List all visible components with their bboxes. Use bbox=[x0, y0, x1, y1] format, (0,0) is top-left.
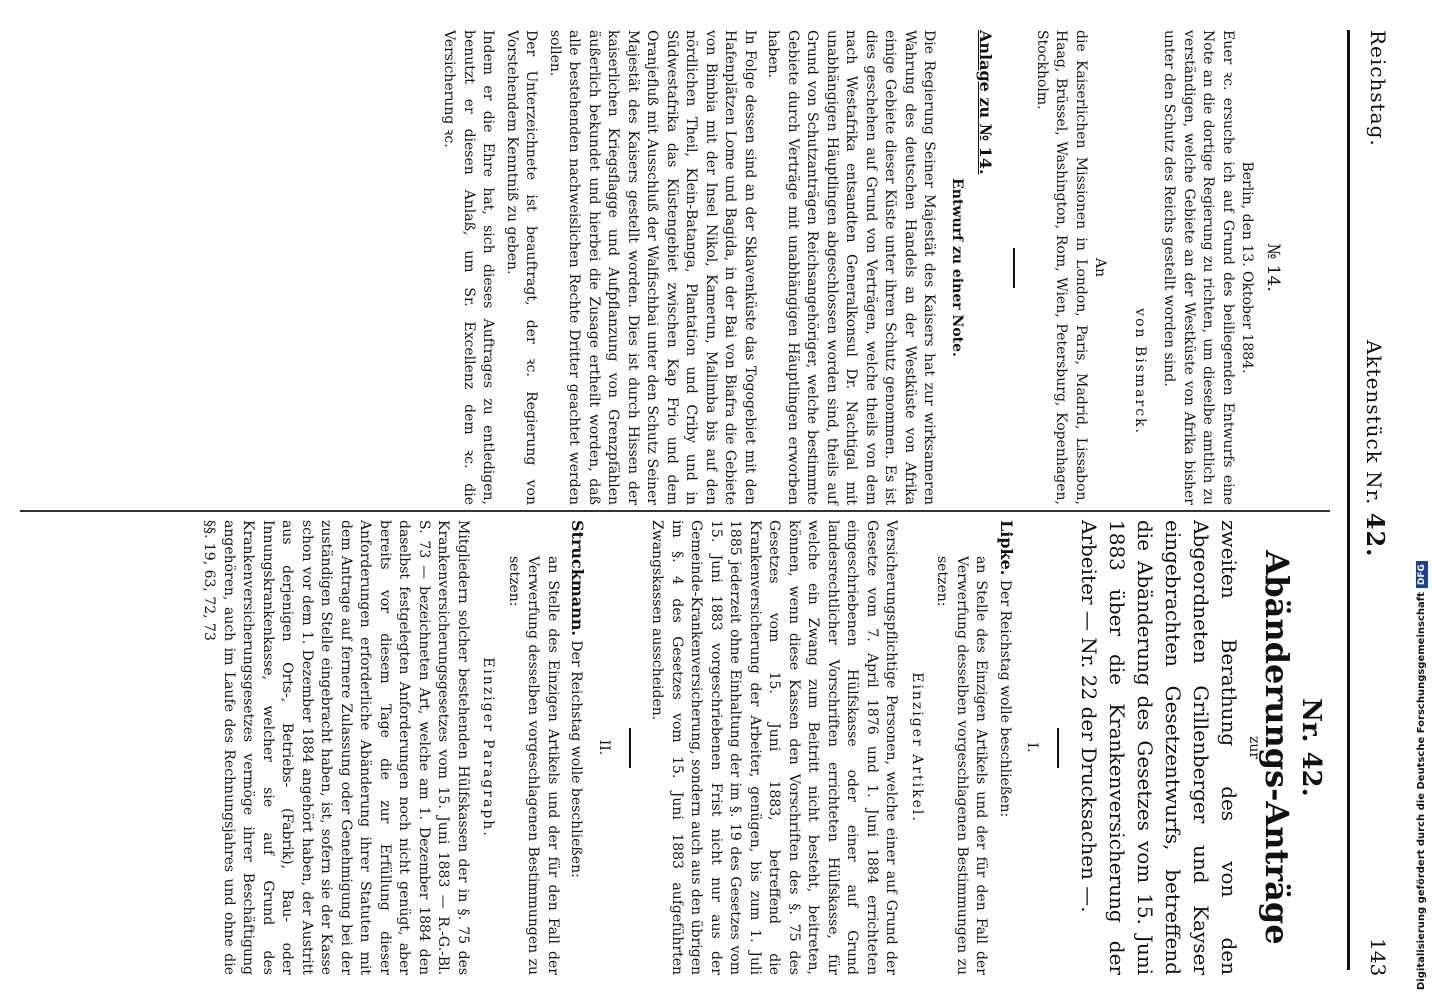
letter-date: Berlin, den 13. Oktober 1884. bbox=[1239, 161, 1256, 374]
section-2-intro-text: Der Reichstag wolle beschließen: bbox=[568, 640, 585, 878]
header-center bbox=[1361, 340, 1390, 558]
addressee: die Kaiserlichen Missionen in London, Paris, Madrid, Lissabon, Haag, Brüssel, Washington, Rom, Wien, Petersburg, Kopenhagen, Stockholm. bbox=[1034, 30, 1089, 505]
header-center-number: 42. bbox=[1361, 512, 1390, 558]
anlage-paragraph-4: Indem er die Ehre hat, sich dieses Auftrages zu entledigen, benutzt er diesen Anlaß, um Sr. Excellenz dem ꝛc. die Versicherung ꝛc. bbox=[441, 30, 497, 505]
document-subject: zweiten Berathung des von den Abgeordneten Grillenberger und Kayser eingebrachten Gesetzentwurfs, betreffend die Abänderung des Gesetzes vom 15. Juni 1883 über die Krankenversicherung der Arbeiter — Nr. 22 der Drucksachen —. bbox=[1077, 520, 1242, 975]
title-zur: zur bbox=[1246, 735, 1262, 760]
addressee-an: An bbox=[1092, 257, 1109, 278]
anlage-paragraph-2: In Folge dessen sind an der Sklavenküste das Togogebiet mit den Hafenplätzen Lome und Bagida, in der Bai von Biafra die Gebiete von Bimbia mit der Insel Nikol, Kamerun, Malimba bis auf den nördlichen Theil, Klein-Batanga, Plantation und Criby und in Südwestafrika das Küstengebiet zwischen Kap Frio und dem Oranjefluß mit Ausschluß der Walfischbai unter den Schutz Seiner Majestät des Kaisers gestellt worden. Dies ist durch Hissen der kaiserlichen Kriegsflagge und Aufpflanzung von Grenzpfählen äußerlich bekundet und hierbei die Zusage ertheilt worden, daß alle bestehenden nachweislichen Rechte Dritter geachtet werden sollen. bbox=[547, 30, 758, 505]
digitization-credit bbox=[1411, 0, 1432, 1000]
section-1-numeral: I. bbox=[1024, 742, 1041, 753]
section-1-intro bbox=[995, 520, 1017, 975]
header-center-prefix: Aktenstück Nr. bbox=[1362, 340, 1386, 506]
entwurf-title: Entwurf zu einer Note. bbox=[949, 178, 965, 357]
section-2-subheading: Einziger Paragraph. bbox=[480, 657, 497, 838]
section-2-text: an Stelle des Einzigen Artikels und der für den Fall der Verwerfung desselben vorgeschlagenen Bestimmungen zu setzen: bbox=[506, 556, 561, 975]
dfg-logo: DFG bbox=[1416, 561, 1428, 588]
section-2-intro bbox=[566, 520, 588, 975]
doc-number: № 14. bbox=[1263, 243, 1283, 292]
document-number: Nr. 42. bbox=[1296, 698, 1326, 797]
section-1-body: Versicherungspflichtige Personen, welche einer auf Grund der Gesetze vom 7. April 1876 und 1. Juni 1884 errichteten eingeschriebenen Hülfskasse oder einer auf Grund landesrechtlicher Vorschriften errichteten Hülfskasse, für welche ein Zwang zum Beitritt nicht besteht, beitreten, können, wenn diese Kassen den Vorschriften des §. 75 des Gesetzes vom 15. Juni 1883, betreffend die Krankenversicherung der Arbeiter, genügen, bis zum 1. Juli 1885 jederzeit ohne Einhaltung der im §. 19 des Gesetzes vom 15. Juni 1883 vorgeschriebenen Frist nicht nur aus der Gemeinde-Krankenversicherung, sondern auch aus den übrigen im §. 4 des Gesetzes vom 15. Juni 1883 aufgeführten Zwangskassen ausscheiden. bbox=[649, 520, 900, 975]
digitization-credit-text: Digitalisierung gefördert durch die Deutsche Forschungsgemeinschaft bbox=[1416, 592, 1427, 990]
section-2-numeral: II. bbox=[596, 739, 612, 756]
header-rule bbox=[1347, 30, 1350, 970]
right-column bbox=[195, 520, 1330, 975]
section-1-text: an Stelle des Einzigen Artikels und der für den Fall der Verwerfung desselben vorgeschlagenen Bestimmungen zu setzen: bbox=[934, 556, 990, 975]
anlage-paragraph-1: Die Regierung Seiner Majestät des Kaisers hat zur wirksameren Wahrung des deutschen Handels an der Westküste von Afrika einige Gebiete dieser Küste unter ihren Schutz genommen. Es ist dies geschehen auf Grund von Verträgen, welche theils von dem nach Westafrika entsandten Generalkonsul Dr. Nachtigal mit unabhängigen Häuptlingen abgeschlossen worden sind, theils auf Grund von Schutzanträgen Reichsangehöriger, welche bestimmte Gebiete durch Verträge mit unabhängigen Häuptlingen erworben haben. bbox=[765, 30, 938, 505]
short-rule bbox=[629, 728, 631, 768]
section-1-intro-text: Der Reichstag wolle beschließen: bbox=[997, 579, 1013, 818]
anlage-paragraph-3: Der Unterzeichnete ist beauftragt, der ꝛc. Regierung von Vorstehendem Kenntniß zu geben. bbox=[504, 30, 540, 505]
digitization-credit-strip bbox=[1411, 0, 1432, 1000]
page-number: 143 bbox=[1366, 938, 1390, 977]
page-header bbox=[1360, 0, 1390, 1000]
section-2-body: Mitgliedern solcher bestehenden Hülfskassen der in §. 75 des Krankenversicherungsgesetzes vom 15. Juni 1883 — R.-G.-Bl. S. 73 — bezeichneten Art, welche am 1. Dezember 1884 den daselbst festgelegten Anforderungen noch nicht genügt, aber bereits vor diesem Tage die zur Erfüllung dieser Anforderungen erforderliche Abänderung ihrer Statuten mit dem Antrage auf fernere Zulassung oder Genehmigung bei der zuständigen Stelle eingebracht haben, ist, sofern sie der Kasse schon vor dem 1. Dezember 1884 angehört haben, der Austritt aus derjenigen Orts-, Betriebs- (Fabrik), Bau- oder Innungskrankenkasse, welcher sie auf Grund des Krankenversicherungsgesetzes vermöge ihrer Beschäftigung angehören, auch im Laufe des Rechnungsjahres und ohne die §§. 19, 63, 72, 73 bbox=[201, 520, 471, 975]
anlage-title: Anlage zu № 14. bbox=[976, 30, 996, 175]
section-2-name: Struckmann. bbox=[568, 520, 588, 636]
header-left: Reichstag. bbox=[1366, 30, 1390, 147]
section-1-subheading: Einziger Artikel. bbox=[909, 672, 925, 823]
document-title: Abänderungs-Anträge bbox=[1258, 550, 1297, 945]
short-rule bbox=[1058, 728, 1060, 768]
section-1-name: Lipke. bbox=[997, 520, 1016, 576]
column-separator bbox=[20, 510, 1330, 512]
letter-paragraph: Euer ꝛc. ersuche ich auf Grund des beiliegenden Entwurfs eine Note an die dortige Regierung zu richten, um dieselbe amtlich zu verständigen, welche Gebiete an der Westküste von Afrika bisher unter den Schutz des Reichs gestellt worden sind. bbox=[1161, 30, 1236, 505]
left-column bbox=[435, 30, 1330, 505]
signature: von Bismarck. bbox=[1132, 308, 1148, 435]
short-rule bbox=[1014, 248, 1016, 288]
